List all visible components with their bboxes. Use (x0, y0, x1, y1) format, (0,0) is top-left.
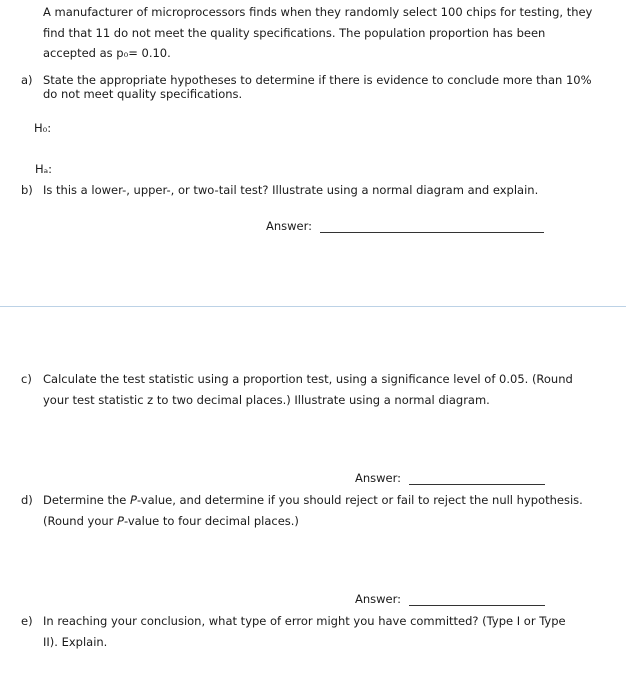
question-d-line-1 (43, 490, 613, 511)
question-d-line-2-a: (Round your (43, 514, 118, 528)
problem-intro (43, 2, 613, 64)
answer-d (355, 592, 545, 606)
question-e-letter: e) (21, 614, 33, 628)
question-c-line-1: Calculate the test statistic using a proportion test, using a significance level of 0.05. (Round (43, 372, 573, 386)
answer-d-label: Answer: (355, 592, 402, 606)
answer-b-line[interactable] (320, 221, 544, 233)
question-a (21, 73, 613, 101)
question-d (21, 490, 613, 532)
answer-c (355, 471, 545, 485)
answer-b (266, 219, 544, 233)
null-hypothesis-label: H₀: (34, 121, 52, 135)
question-a-line-1: State the appropriate hypotheses to determine if there is evidence to conclude more than 10% (43, 73, 592, 87)
question-b (21, 183, 613, 197)
question-b-text: Is this a lower-, upper-, or two-tail test? Illustrate using a normal diagram and explain. (43, 183, 539, 197)
alternative-hypothesis-label: Hₐ: (35, 162, 53, 176)
question-d-line-1-a: Determine the (43, 493, 130, 507)
question-a-letter: a) (21, 73, 33, 87)
question-e-line-2: II). Explain. (43, 635, 108, 649)
question-d-line-1-b: -value, and determine if you should reject or fail to reject the null hypothesis. (136, 493, 583, 507)
question-b-letter: b) (21, 183, 33, 197)
question-c-line-2: your test statistic z to two decimal places.) Illustrate using a normal diagram. (43, 393, 490, 407)
answer-c-line[interactable] (409, 473, 545, 485)
question-e (21, 611, 613, 653)
question-e-line-1: In reaching your conclusion, what type of error might you have committed? (Type I or Type (43, 614, 566, 628)
question-c (21, 369, 613, 411)
answer-b-label: Answer: (266, 219, 313, 233)
question-d-line-2-p: P (117, 514, 124, 528)
section-divider (0, 306, 626, 307)
question-d-line-1-p: P (130, 493, 137, 507)
question-d-line-2 (43, 511, 613, 532)
question-a-line-2: do not meet quality specifications. (43, 87, 243, 101)
question-d-letter: d) (21, 493, 33, 507)
intro-line-3: accepted as p₀= 0.10. (43, 46, 171, 60)
question-c-letter: c) (21, 372, 32, 386)
answer-c-label: Answer: (355, 471, 402, 485)
question-d-line-2-b: -value to four decimal places.) (123, 514, 299, 528)
intro-line-2: find that 11 do not meet the quality specifications. The population proportion has been (43, 25, 546, 40)
intro-line-1: A manufacturer of microprocessors finds when they randomly select 100 chips for testing, they (43, 5, 593, 19)
answer-d-line[interactable] (409, 594, 545, 606)
